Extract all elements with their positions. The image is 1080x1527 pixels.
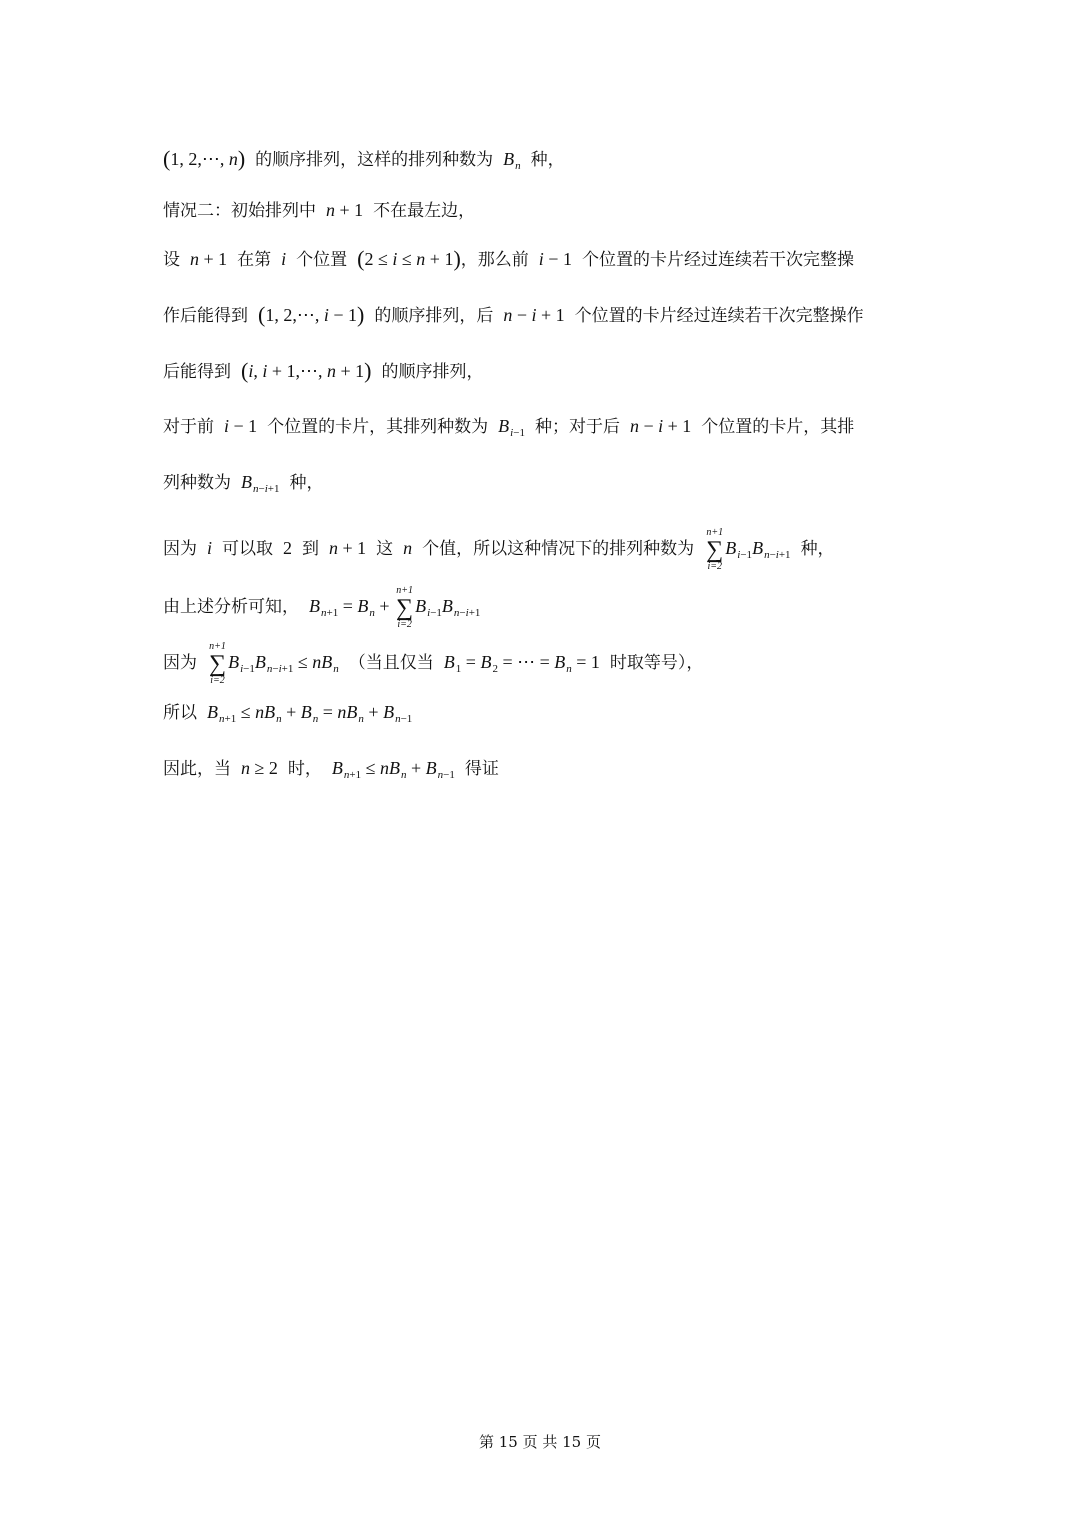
math-equality-condition: $B_1 = B_2$ = ⋯ = $B_n = 1$ <box>443 652 600 676</box>
line-text: 后能得到 <box>163 362 231 382</box>
line-text: 由上述分析可知， <box>163 597 299 618</box>
line-text: 所以 <box>163 703 197 723</box>
line-text: 因为 <box>163 653 197 674</box>
line-text: 的顺序排列，这样的排列种数为 <box>255 150 494 170</box>
math-sum-inequality: n+1 ∑ i=2 $B_{i-1}B_{n-i+1} \le nB_n$ <box>209 641 339 686</box>
text-line-9 <box>163 585 923 630</box>
text-line-10 <box>163 641 923 686</box>
text-line-7 <box>163 470 923 494</box>
text-line-5 <box>163 358 923 382</box>
text-line-2 <box>163 198 923 222</box>
line-text: 个位置的卡片，其排列种数为 <box>267 417 489 437</box>
math-sum-expression: n+1 ∑ i=2 $B_{i-1}B_{n-i+1}$ <box>706 527 791 572</box>
math-tuple-1-to-n: (1, 2,⋯, n) <box>163 146 246 171</box>
math-i-minus-1: i − 1 <box>224 416 258 436</box>
text-line-4 <box>163 302 923 326</box>
line-text: 可以取 <box>222 539 274 560</box>
line-text: 种， <box>530 150 565 170</box>
line-text: 到 <box>302 539 320 560</box>
math-recurrence-formula: $B_{n+1} = B_n$ + n+1 ∑ i=2 $B_{i-1}B_{n-i+1}$ <box>309 585 481 630</box>
line-text: （当且仅当 <box>348 653 434 674</box>
math-final-inequality: $B_{n+1} \le nB_n + B_{n-1}$ <box>331 758 455 781</box>
line-text: 种， <box>289 473 324 493</box>
math-n-geq-2: n ≥ 2 <box>241 758 278 778</box>
math-B-n-minus-i-plus-1: $B_{n-i+1}$ <box>241 472 280 495</box>
line-text: 个位置的卡片，其排 <box>701 417 855 437</box>
line-text: 在第 <box>237 250 272 270</box>
math-B-i-minus-1: $B_{i-1}$ <box>498 416 525 439</box>
line-text: 个位置 <box>296 250 348 270</box>
line-text: 的顺序排列，后 <box>374 306 494 326</box>
math-i-minus-1: i − 1 <box>538 249 572 269</box>
line-text: 设 <box>163 250 180 270</box>
math-n-plus-1: n + 1 <box>190 249 228 269</box>
math-n-plus-1: n + 1 <box>326 200 364 220</box>
line-text: 得证 <box>464 759 499 779</box>
math-i: i <box>207 538 213 559</box>
math-n: n <box>403 538 413 559</box>
text-line-12 <box>163 756 923 780</box>
line-text: 列种数为 <box>163 473 231 493</box>
line-text: 个值，所以这种情况下的排列种数为 <box>422 539 695 560</box>
text-line-3 <box>163 246 923 270</box>
line-text: 对于前 <box>163 417 214 437</box>
line-text: ，那么前 <box>460 250 529 270</box>
math-n-plus-1: n + 1 <box>329 538 367 559</box>
text-line-11 <box>163 700 923 724</box>
math-Bn: $B_n$ <box>503 149 521 172</box>
line-text: 个位置的卡片经过连续若干次完整操 <box>581 250 854 270</box>
line-text: 因为 <box>163 539 197 560</box>
math-n-minus-i-plus-1: n − i + 1 <box>629 416 692 436</box>
line-text: 作后能得到 <box>163 306 248 326</box>
math-tuple-1-to-i-minus-1: (1, 2,⋯, i − 1) <box>258 302 365 327</box>
text-line-8 <box>163 527 923 572</box>
line-text: 种；对于后 <box>534 417 620 437</box>
math-inequality-chain: $B_{n+1} \le nB_n + B_n = nB_n + B_{n-1}$ <box>207 702 413 725</box>
math-i: i <box>281 249 287 269</box>
math-n-minus-i-plus-1: n − i + 1 <box>503 305 565 325</box>
math-2: 2 <box>283 538 293 559</box>
line-text: 种， <box>800 539 835 560</box>
math-range-i: (2 ≤ i ≤ n + 1) <box>357 246 461 271</box>
line-text: 时， <box>287 759 322 779</box>
math-tuple-i-to-n-plus-1: (i, i + 1,⋯, n + 1) <box>241 358 372 383</box>
line-text: 因此，当 <box>163 759 231 779</box>
line-text: 这 <box>376 539 394 560</box>
line-text: 时取等号）， <box>609 653 704 674</box>
line-text: 不在最左边， <box>373 201 476 221</box>
text-line-1 <box>163 146 923 170</box>
line-text: 的顺序排列， <box>381 362 484 382</box>
text-line-6 <box>163 414 923 438</box>
line-text: 情况二：初始排列中 <box>163 201 316 221</box>
page-footer: 第 15 页 共 15 页 <box>478 1433 601 1451</box>
line-text: 个位置的卡片经过连续若干次完整操作 <box>574 306 864 326</box>
